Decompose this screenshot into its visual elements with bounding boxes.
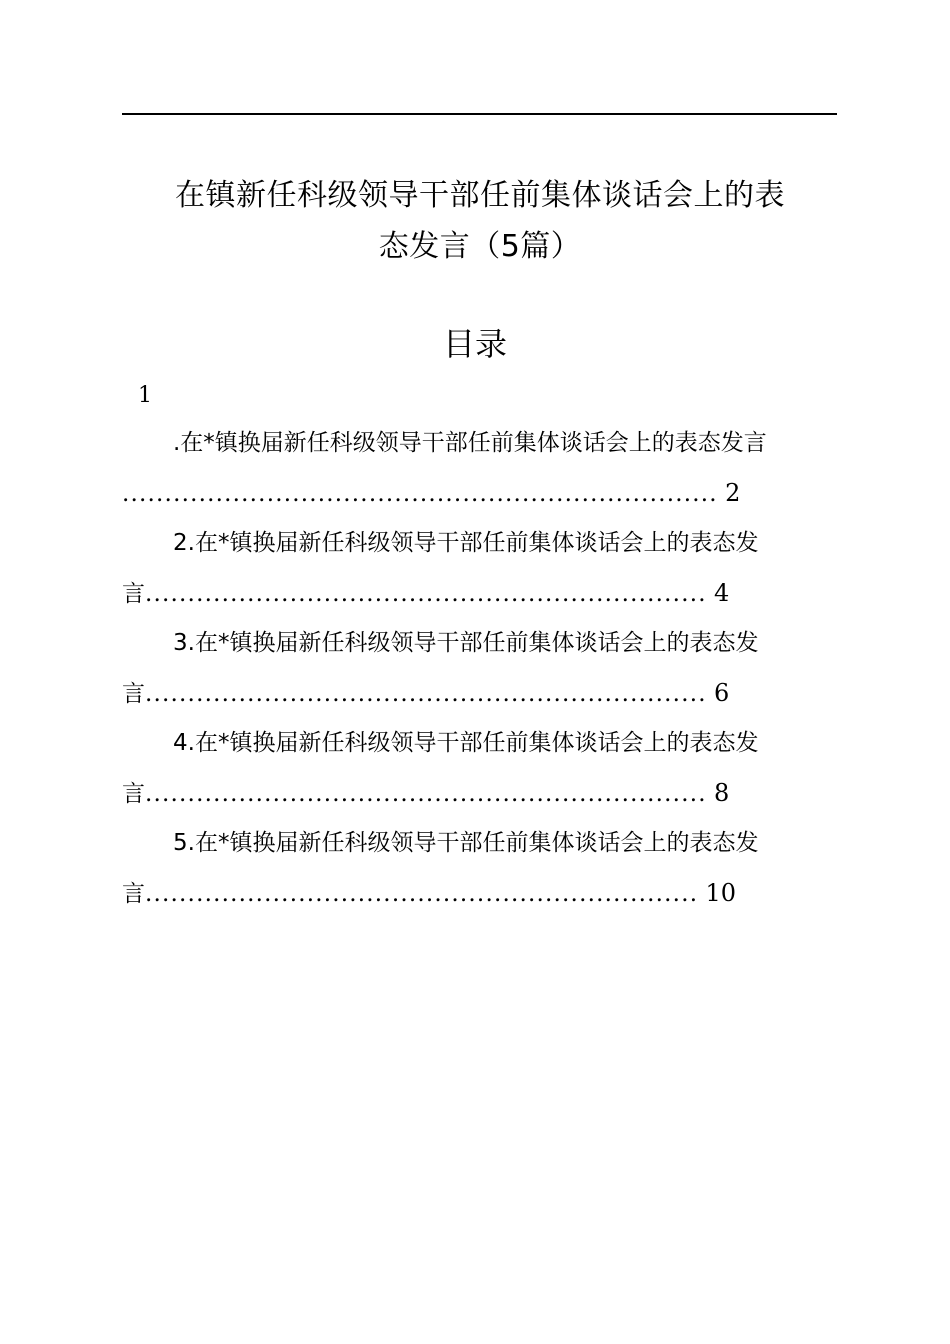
- toc-stray-number: 1: [138, 383, 152, 408]
- toc-entry-2-title[interactable]: 2.在*镇换届新任科级领导干部任前集体谈话会上的表态发: [173, 530, 759, 556]
- toc-entry-1-tail[interactable]: [122, 477, 837, 510]
- toc-leader-dots: ......................................................................: [122, 481, 718, 507]
- toc-heading: 目录: [442, 325, 507, 363]
- header-rule: [122, 113, 837, 115]
- toc-entry-3-page: 6: [714, 679, 730, 707]
- toc-entry-4-page: 8: [714, 779, 730, 807]
- toc-leader-dots: ..................................................................: [145, 781, 707, 807]
- document-title: [110, 170, 850, 272]
- toc-entry-2-tail[interactable]: [122, 577, 837, 610]
- toc-entry-4-tail[interactable]: [122, 777, 837, 810]
- toc-leader-dots: ..................................................................: [145, 581, 707, 607]
- toc-entry-2-page: 4: [714, 579, 730, 607]
- toc-leader-dots: .................................................................: [145, 881, 699, 907]
- toc-entry-3-title[interactable]: 3.在*镇换届新任科级领导干部任前集体谈话会上的表态发: [173, 630, 759, 656]
- toc-entry-5-page: 10: [705, 879, 737, 907]
- toc-entry-4-title[interactable]: 4.在*镇换届新任科级领导干部任前集体谈话会上的表态发: [173, 730, 759, 756]
- toc-entry-5-tail-text: 言: [122, 881, 145, 907]
- toc-entry-3-tail[interactable]: [122, 677, 837, 710]
- toc-entry-5-title[interactable]: 5.在*镇换届新任科级领导干部任前集体谈话会上的表态发: [173, 830, 759, 856]
- toc-entry-2-tail-text: 言: [122, 581, 145, 607]
- toc-entry-1-page: 2: [725, 479, 741, 507]
- document-title-line-1: 在镇新任科级领导干部任前集体谈话会上的表: [175, 178, 785, 213]
- toc-entry-5-tail[interactable]: [122, 877, 837, 910]
- toc-leader-dots: ..................................................................: [145, 681, 707, 707]
- toc-entry-3-tail-text: 言: [122, 681, 145, 707]
- toc-entry-1-title[interactable]: .在*镇换届新任科级领导干部任前集体谈话会上的表态发言: [173, 430, 767, 456]
- toc-entry-4-tail-text: 言: [122, 781, 145, 807]
- document-title-line-2: 态发言（5篇）: [378, 229, 582, 264]
